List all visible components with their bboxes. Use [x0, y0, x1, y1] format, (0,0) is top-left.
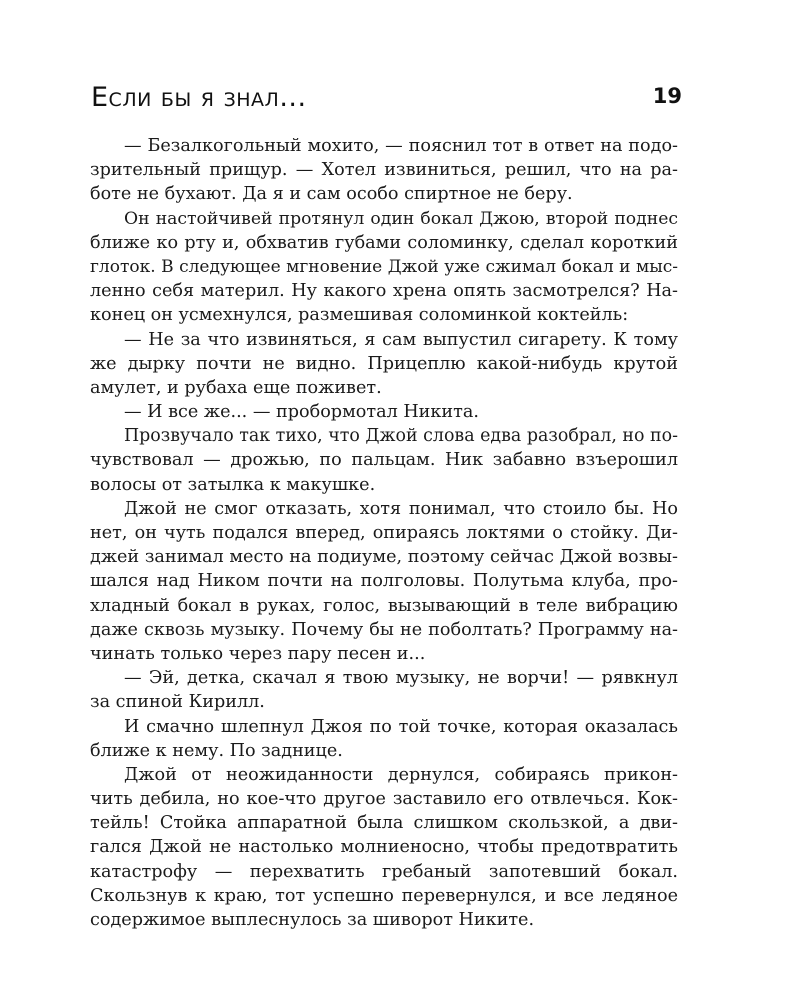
text-line: глоток. В следующее мгновение Джой уже сжимал бокал и мыс-	[90, 256, 678, 277]
text-line: Скользнув к краю, тот успешно перевернулся, и все ледяное	[90, 885, 678, 906]
text-line: Джой не смог отказать, хотя понимал, что стоило бы. Но	[124, 498, 678, 519]
text-line: джей занимал место на подиуме, поэтому сейчас Джой возвы-	[90, 547, 678, 568]
text-line: — Не за что извиняться, я сам выпустил сигарету. К тому	[124, 329, 678, 350]
page-number: 19	[652, 84, 682, 108]
text-line: чинать только через пару песен и...	[90, 643, 426, 664]
text-line: содержимое выплеснулось за шиворот Никите.	[90, 910, 535, 930]
text-line: чувствовал — дрожью, по пальцам. Ник забавно взъерошил	[90, 450, 678, 471]
text-line: зрительный прищур. — Хотел извиниться, решил, что на ра-	[90, 160, 678, 181]
text-line: Прозвучало так тихо, что Джой слова едва разобрал, но по-	[124, 426, 678, 447]
text-line: волосы от затылка к макушке.	[90, 474, 376, 495]
text-line: — И все же... — пробормотал Никита.	[124, 402, 479, 423]
body-text	[90, 134, 678, 932]
text-line: конец он усмехнулся, размешивая соломинкой коктейль:	[90, 305, 629, 326]
text-line: ближе к нему. По заднице.	[90, 740, 343, 761]
text-line: чить дебила, но кое-что другое заставило его отвлечься. Кок-	[90, 789, 678, 810]
text-line: хладный бокал в руках, голос, вызывающий в теле вибрацию	[90, 595, 678, 616]
text-line: ближе ко рту и, обхватив губами соломинку, сделал короткий	[90, 232, 678, 253]
text-line: амулет, и рубаха еще поживет.	[90, 377, 382, 398]
text-line: же дырку почти не видно. Прицеплю какой-нибудь крутой	[90, 353, 678, 374]
running-header	[91, 82, 682, 118]
text-line: гался Джой не настолько молниеносно, чтобы предотвратить	[90, 837, 678, 858]
text-line: катастрофу — перехватить гребаный запотевший бокал.	[90, 861, 678, 882]
text-line: шался над Ником почти на полголовы. Полутьма клуба, про-	[90, 571, 678, 592]
text-line: И смачно шлепнул Джоя по той точке, которая оказалась	[124, 716, 678, 737]
text-line: Джой от неожиданности дернулся, собираясь прикон-	[124, 764, 678, 785]
text-line: — Эй, детка, скачал я твою музыку, не ворчи! — рявкнул	[124, 668, 678, 689]
text-line: даже сквозь музыку. Почему бы не поболтать? Программу на-	[90, 619, 678, 640]
running-title: Если бы я знал...	[91, 82, 307, 113]
text-line: нет, он чуть подался вперед, опираясь локтями о стойку. Ди-	[90, 523, 678, 543]
text-line: тейль! Стойка аппаратной была слишком скользкой, а дви-	[90, 813, 678, 834]
text-line: ленно себя материл. Ну какого хрена опять засмотрелся? На-	[90, 281, 678, 302]
text-line: за спиной Кирилл.	[90, 692, 265, 713]
text-line: боте не бухают. Да я и сам особо спиртное не беру.	[90, 184, 573, 205]
text-line: Он настойчивей протянул один бокал Джою, второй поднес	[124, 208, 678, 229]
text-line: — Безалкогольный мохито, — пояснил тот в ответ на подо-	[124, 136, 678, 156]
